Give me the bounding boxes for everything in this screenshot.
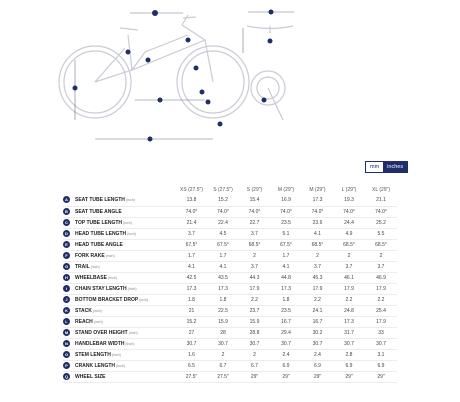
value-cell: 74.0° — [343, 208, 355, 215]
row-letter-badge: B — [63, 208, 70, 215]
value-cell: 17.9 — [249, 285, 260, 292]
row-label — [73, 261, 176, 272]
value-cell: 2 — [253, 252, 256, 259]
value-cell: 17.3 — [312, 197, 323, 204]
value-cell: 29" — [377, 373, 385, 380]
table-row — [63, 217, 397, 228]
value-cell: 17.9 — [376, 318, 386, 325]
row-letter-badge: E — [63, 241, 70, 248]
row-letter-badge: L — [63, 318, 70, 325]
value-cell: 2 — [379, 252, 383, 259]
value-cell: 1.8 — [188, 296, 195, 303]
row-letter-badge: D — [63, 230, 70, 237]
table-row — [63, 206, 397, 217]
value-cell: 74.0° — [375, 208, 387, 215]
row-label — [73, 338, 176, 349]
row-label — [73, 360, 176, 371]
row-letter-badge: G — [64, 263, 69, 269]
value-cell: 2.8 — [345, 351, 353, 358]
value-cell: 15.2 — [186, 318, 197, 325]
value-cell: 5.5 — [377, 230, 385, 237]
size-header: L (29") — [341, 187, 357, 193]
row-unit: (inch) — [92, 308, 102, 313]
value-cell: 30.2 — [312, 329, 323, 336]
value-cell: 3.7 — [251, 230, 258, 237]
row-unit: (inch) — [111, 352, 121, 357]
row-label-text: HEAD TUBE ANGLE — [75, 241, 123, 248]
value-cell: 1.8 — [219, 296, 227, 303]
value-cell: 46.9 — [376, 274, 386, 281]
table-row — [63, 316, 397, 327]
row-label-text: TOP TUBE LENGTH — [75, 219, 123, 226]
value-cell: 5.1 — [282, 230, 290, 237]
value-cell: 24.8 — [344, 307, 354, 314]
value-cell: 74.0° — [280, 208, 292, 215]
value-cell: 42.5 — [186, 274, 197, 281]
value-cell: 46.1 — [344, 274, 354, 281]
value-cell: 22.7 — [249, 219, 260, 226]
value-cell: 16.7 — [281, 318, 291, 325]
mm-unit-button[interactable]: mm — [366, 162, 383, 172]
value-cell: 43.5 — [218, 274, 228, 281]
value-cell: 24.4 — [344, 219, 354, 226]
row-label-text: FORK RAKE — [75, 252, 105, 259]
row-label-text: WHEEL SIZE — [75, 373, 106, 380]
table-row — [63, 283, 397, 294]
value-cell: 17.3 — [186, 285, 197, 292]
value-cell: 2 — [347, 252, 351, 259]
table-row — [63, 261, 397, 272]
row-letter-badge: P — [63, 362, 70, 369]
row-letter-badge: C — [63, 219, 70, 226]
row-unit: (inch) — [116, 363, 125, 368]
value-cell: 29" — [250, 373, 259, 380]
value-cell: 4.1 — [219, 263, 227, 270]
value-cell: 27.5" — [217, 373, 229, 380]
row-unit: (inch) — [105, 253, 115, 258]
value-cell: 3.7 — [251, 263, 258, 270]
value-cell: 16.9 — [281, 197, 291, 204]
row-letter-badge: M — [64, 329, 69, 335]
value-cell: 2.4 — [282, 351, 290, 358]
value-cell: 4.1 — [314, 230, 321, 237]
row-label — [73, 206, 176, 217]
value-cell: 15.4 — [249, 197, 260, 204]
value-cell: 29" — [313, 373, 322, 380]
row-label-text: WHEELBASE — [75, 274, 107, 281]
row-label-text: STEM LENGTH — [75, 351, 111, 358]
row-letter-badge: K — [63, 307, 70, 314]
value-cell: 74.0° — [185, 208, 198, 215]
table-row — [63, 195, 397, 206]
row-letter-badge: A — [63, 196, 70, 203]
value-cell: 30.7 — [376, 340, 386, 347]
row-unit: (inch) — [128, 330, 138, 335]
value-cell: 67.5° — [185, 241, 198, 248]
value-cell: 31.7 — [344, 329, 354, 336]
row-unit: (inch) — [125, 198, 135, 203]
value-cell: 68.5° — [311, 241, 324, 248]
row-label — [73, 349, 176, 360]
value-cell: 2 — [253, 351, 256, 358]
row-label-text: SEAT TUBE LENGTH — [75, 197, 125, 204]
row-unit: (inch) — [125, 341, 135, 346]
table-header-row — [63, 185, 397, 195]
row-label — [73, 305, 176, 316]
table-row — [63, 294, 397, 305]
value-cell: 3.1 — [377, 351, 385, 358]
table-row — [63, 371, 397, 382]
value-cell: 68.5° — [375, 241, 387, 248]
value-cell: 6.9 — [345, 362, 353, 369]
row-unit: (inch) — [93, 319, 103, 324]
table-row — [63, 327, 397, 338]
row-label — [73, 327, 176, 338]
table-row — [63, 360, 397, 371]
value-cell: 3.7 — [314, 263, 321, 270]
value-cell: 6.5 — [188, 362, 195, 369]
value-cell: 21 — [188, 307, 195, 314]
value-cell: 74.0° — [311, 208, 324, 215]
row-letter-badge: F — [63, 252, 70, 259]
value-cell: 3.7 — [377, 263, 385, 270]
geometry-table — [63, 185, 397, 383]
value-cell: 2.2 — [377, 296, 385, 303]
value-cell: 6.7 — [219, 362, 227, 369]
value-cell: 15.2 — [218, 197, 228, 204]
value-cell: 4.1 — [282, 263, 290, 270]
value-cell: 1.7 — [282, 252, 290, 259]
value-cell: 6.7 — [251, 362, 258, 369]
value-cell: 3.7 — [345, 263, 353, 270]
value-cell: 2.2 — [251, 296, 258, 303]
table-row — [63, 239, 397, 250]
value-cell: 23.5 — [281, 219, 291, 226]
value-cell: 2.2 — [314, 296, 321, 303]
row-letter-badge: H — [63, 274, 70, 281]
row-unit: (inch) — [90, 264, 100, 269]
value-cell: 25.4 — [376, 307, 386, 314]
value-cell: 25.2 — [376, 219, 386, 226]
row-label-text: SEAT TUBE ANGLE — [75, 208, 122, 215]
row-label-text: STACK — [75, 307, 92, 314]
table-row — [63, 349, 397, 360]
value-cell: 30.7 — [312, 340, 323, 347]
value-cell: 1.7 — [188, 252, 195, 259]
value-cell: 17.3 — [218, 285, 228, 292]
value-cell: 21.4 — [186, 219, 197, 226]
row-label-text: STAND OVER HEIGHT — [75, 329, 128, 336]
value-cell: 30.7 — [249, 340, 260, 347]
row-label-text: TRAIL — [75, 263, 90, 270]
row-label — [73, 250, 176, 261]
value-cell: 15.9 — [249, 318, 260, 325]
value-cell: 24.1 — [312, 307, 323, 314]
value-cell: 29" — [282, 373, 290, 380]
row-label — [73, 316, 176, 327]
row-unit: (inch) — [127, 231, 137, 236]
value-cell: 29" — [345, 373, 353, 380]
size-header: S (27.5") — [213, 187, 233, 193]
table-row — [63, 272, 397, 283]
row-label — [73, 228, 176, 239]
value-cell: 28 — [220, 329, 226, 336]
row-unit: (inch) — [127, 286, 137, 291]
row-label-text: BOTTOM BRACKET DROP — [75, 296, 139, 303]
value-cell: 13.8 — [186, 197, 197, 204]
table-row — [63, 250, 397, 261]
value-cell: 21.1 — [376, 197, 386, 204]
value-cell: 22.4 — [218, 219, 228, 226]
value-cell: 2 — [221, 351, 225, 358]
value-cell: 4.5 — [219, 230, 227, 237]
value-cell: 19.3 — [344, 197, 354, 204]
value-cell: 23.5 — [281, 307, 291, 314]
value-cell: 2 — [316, 252, 319, 259]
row-unit: (inch) — [107, 275, 117, 280]
row-label — [73, 283, 176, 294]
value-cell: 4.1 — [188, 263, 195, 270]
row-label — [73, 239, 176, 250]
value-cell: 45.3 — [312, 274, 323, 281]
size-header: M (29") — [309, 187, 326, 193]
value-cell: 6.9 — [377, 362, 385, 369]
value-cell: 17.9 — [312, 285, 323, 292]
value-cell: 68.5° — [248, 241, 261, 248]
value-cell: 29.4 — [281, 329, 291, 336]
unit-toggle — [365, 161, 408, 173]
value-cell: 27.5" — [185, 373, 198, 380]
value-cell: 23.6 — [312, 219, 323, 226]
value-cell: 1.8 — [282, 296, 290, 303]
value-cell: 22.5 — [218, 307, 228, 314]
value-cell: 30.7 — [281, 340, 291, 347]
row-unit: (inch) — [123, 220, 133, 225]
bike-geometry-diagram — [0, 0, 460, 160]
value-cell: 28.8 — [249, 329, 260, 336]
row-letter-badge: J — [63, 296, 70, 303]
row-label — [73, 371, 176, 382]
value-cell: 33 — [378, 329, 384, 336]
value-cell: 23.7 — [249, 307, 260, 314]
value-cell: 2.4 — [314, 351, 321, 358]
row-label — [73, 217, 176, 228]
size-header: S (29") — [246, 187, 263, 193]
table-row — [63, 338, 397, 349]
value-cell: 3.7 — [188, 230, 195, 237]
table-row — [63, 228, 397, 239]
row-letter-badge: O — [64, 351, 69, 357]
size-header: M (29") — [277, 187, 295, 193]
value-cell: 74.0° — [217, 208, 229, 215]
value-cell: 15.9 — [218, 318, 228, 325]
value-cell: 67.5° — [217, 241, 229, 248]
inches-unit-button[interactable]: inches — [383, 162, 407, 172]
row-label-text: HANDLEBAR WIDTH — [75, 340, 125, 347]
value-cell: 17.3 — [281, 285, 291, 292]
value-cell: 6.9 — [282, 362, 290, 369]
value-cell: 27 — [188, 329, 195, 336]
value-cell: 6.9 — [314, 362, 321, 369]
size-header: XS (27.5") — [180, 187, 203, 193]
row-label — [73, 294, 176, 305]
value-cell: 68.5° — [343, 241, 355, 248]
row-label-text: CRANK LENGTH — [75, 362, 115, 369]
value-cell: 17.9 — [344, 285, 354, 292]
value-cell: 44.3 — [249, 274, 260, 281]
value-cell: 1.7 — [219, 252, 227, 259]
size-header: XL (29") — [372, 187, 390, 193]
value-cell: 74.0° — [248, 208, 261, 215]
value-cell: 17.3 — [344, 318, 354, 325]
value-cell: 30.7 — [344, 340, 354, 347]
row-label-text: CHAIN STAY LENGTH — [75, 285, 127, 292]
row-letter-badge: Q — [64, 373, 69, 379]
value-cell: 4.9 — [345, 230, 353, 237]
value-cell: 44.8 — [281, 274, 291, 281]
value-cell: 1.6 — [188, 351, 195, 358]
row-unit: (inch) — [139, 297, 149, 302]
value-cell: 16.7 — [312, 318, 323, 325]
row-label — [73, 272, 176, 283]
value-cell: 67.5° — [280, 241, 292, 248]
table-row — [63, 305, 397, 316]
row-label — [73, 195, 176, 206]
row-label-text: REACH — [75, 318, 93, 325]
value-cell: 30.7 — [218, 340, 228, 347]
row-letter-badge: N — [63, 340, 70, 347]
value-cell: 2.2 — [345, 296, 353, 303]
value-cell: 30.7 — [186, 340, 197, 347]
row-letter-badge: I — [63, 285, 70, 292]
value-cell: 17.9 — [376, 285, 386, 292]
row-label-text: HEAD TUBE LENGTH — [75, 230, 127, 237]
